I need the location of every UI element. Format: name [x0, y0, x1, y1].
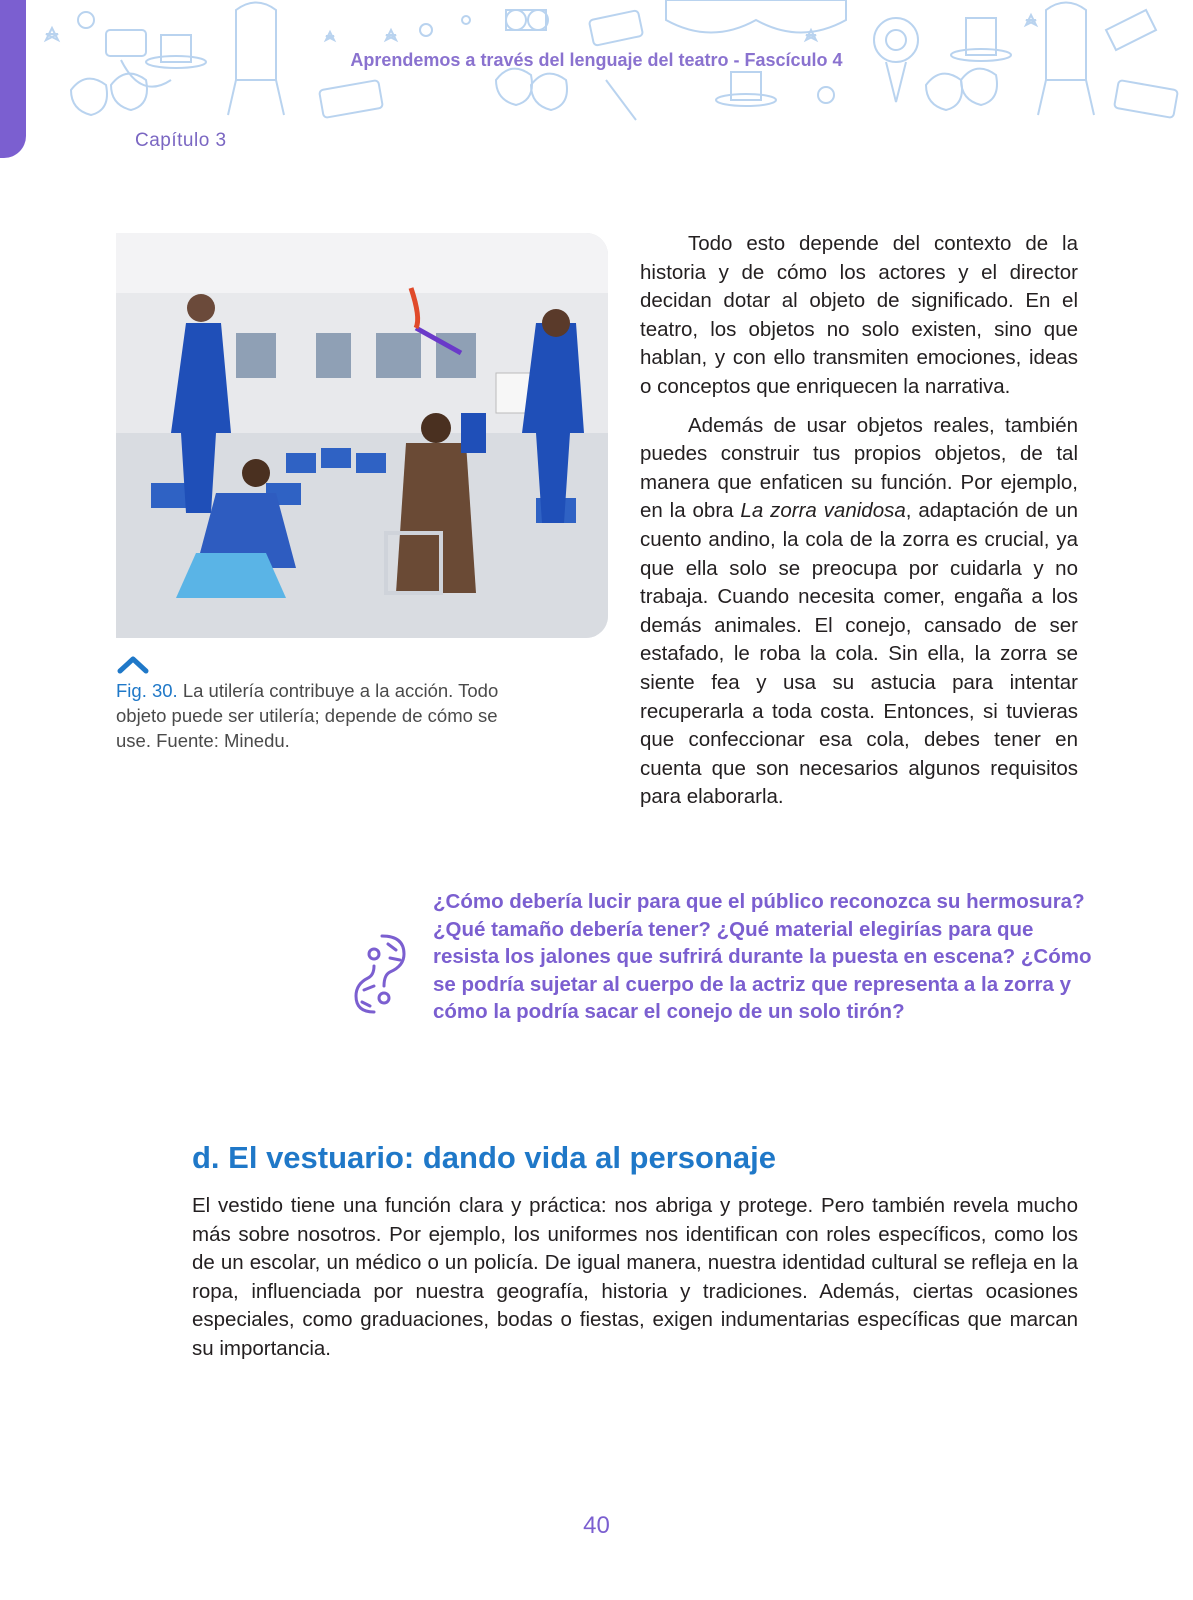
question-marks-icon	[352, 928, 412, 1020]
section-heading: d. El vestuario: dando vida al personaje	[192, 1140, 776, 1175]
figure-caption-text: La utilería contribuye a la acción. Todo objeto puede ser utilería; depende de cómo se use. Fuente: Minedu.	[116, 680, 499, 751]
chapter-label: Capítulo 3	[135, 130, 227, 151]
play-title: La zorra vanidosa	[740, 499, 906, 523]
right-column-text	[640, 230, 1078, 822]
paragraph-2-start: Además de usar objetos reales, también puedes construir tus propios objetos, de tal manera que enfaticen su función. Por ejemplo, en la obra	[640, 413, 1078, 523]
theater-rehearsal-photo	[116, 233, 608, 638]
paragraph-1: Todo esto depende del contexto de la historia y de cómo los actores y el director decidan dotar al objeto de significado. En el teatro, los objetos no solo existen, sino que hablan, y con ello transmiten emociones, ideas o conceptos que enriquecen la narrativa.	[640, 232, 1078, 398]
figure-caption	[116, 678, 516, 753]
reflection-questions: ¿Cómo debería lucir para que el público reconozca su hermosura? ¿Qué tamaño debería tener? ¿Qué material elegirías para que resista los jalones que sufrirá durante la puesta en escena? ¿Cómo se podría sujetar al cuerpo de la actriz que representa a la zorra y cómo la podría sacar el conejo de un solo tirón?	[433, 890, 1092, 1023]
figure-label: Fig. 30.	[116, 680, 178, 701]
page-number: 40	[583, 1512, 610, 1539]
fascicle-title: Aprendemos a través del lenguaje del teatro - Fascículo 4	[350, 50, 843, 70]
chevron-up-icon	[117, 654, 149, 674]
section-paragraph: El vestido tiene una función clara y práctica: nos abriga y protege. Pero también revela mucho más sobre nosotros. Por ejemplo, los uniformes nos identifican con roles específicos, como los de un escolar, un médico o un policía. De igual manera, nuestra identidad cultural se refleja en la ropa, influenciada por nuestra geografía, historia y tradiciones. Además, ciertas ocasiones especiales, como graduaciones, bodas o fiestas, exigen indumentarias específicas que marcan su importancia.	[192, 1194, 1078, 1360]
side-tab	[0, 0, 26, 158]
paragraph-2	[640, 412, 1078, 812]
paragraph-2-end: , adaptación de un cuento andino, la cola de la zorra es crucial, ya que ella solo se preocupa por cuidarla y no trabaja. Cuando necesita comer, engaña a los demás animales. El conejo, cansado de ser estafado, le roba la cola. Sin ella, la zorra se siente fea y usa su astucia para intentar recuperarla a toda costa. Entonces, si tuvieras que confeccionar esa cola, debes tener en cuenta que son necesarios algunos requisitos para elaborarla.	[640, 499, 1078, 809]
